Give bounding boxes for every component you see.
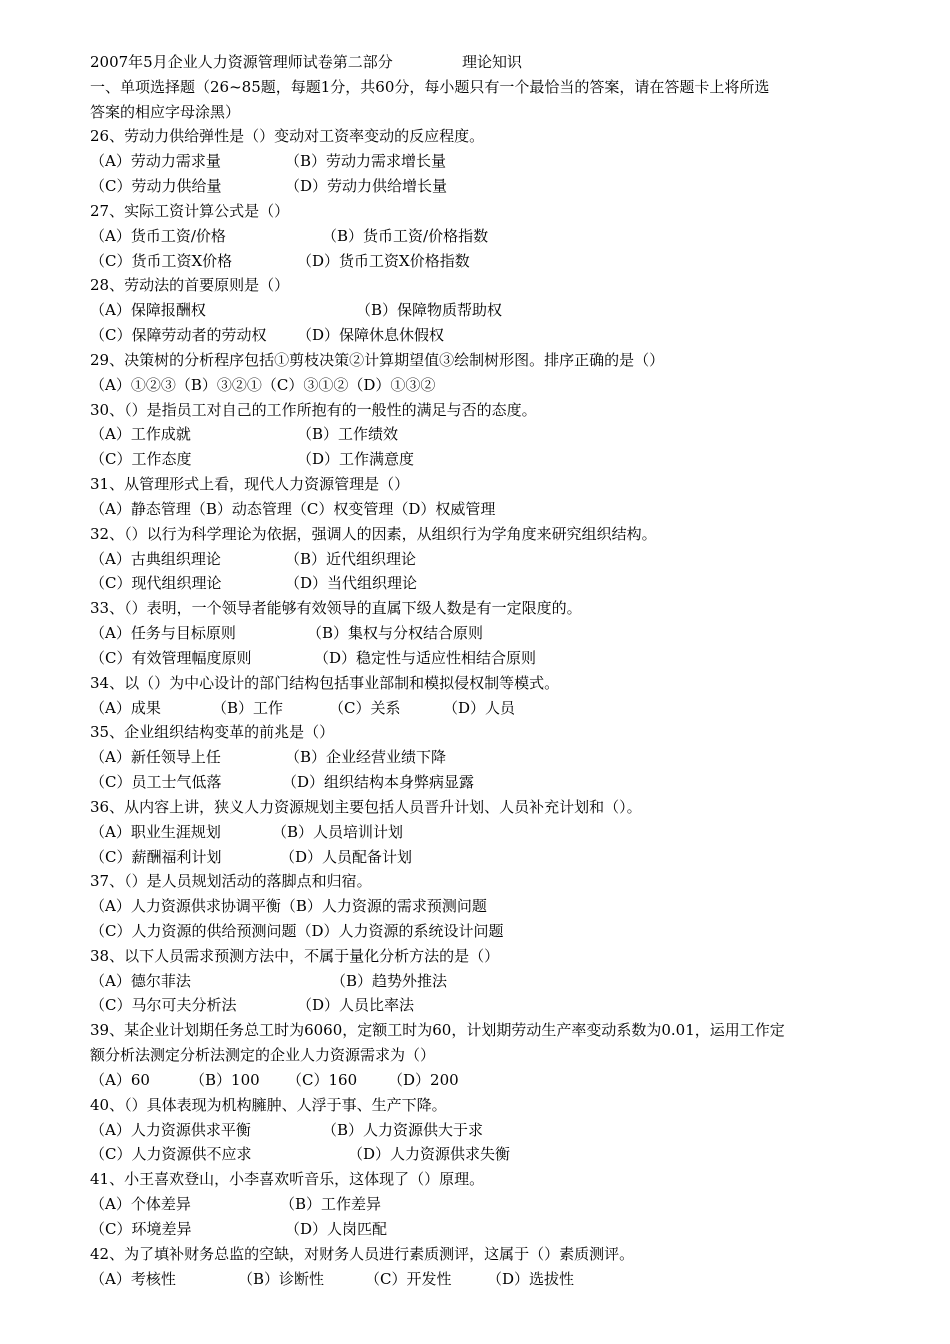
text-line — [90, 770, 870, 795]
text-segment: （B）诊断性 — [238, 1269, 325, 1288]
text-segment: （B）工作绩效 — [297, 425, 399, 444]
text-line — [90, 596, 870, 621]
text-segment: （B）近代组织理论 — [285, 549, 417, 568]
text-segment: （D）人员比率法 — [297, 996, 415, 1015]
text-line — [90, 646, 870, 671]
text-segment: （D）人员配备计划 — [280, 847, 413, 866]
text-segment: （D）人员 — [443, 698, 516, 717]
text-segment: （A）个体差异 — [90, 1195, 191, 1214]
text-segment: （B）集权与分权结合原则 — [307, 624, 484, 643]
text-segment: （D）货币工资X价格指数 — [297, 251, 470, 270]
text-line — [90, 671, 870, 696]
text-segment: （C）现代组织理论 — [90, 574, 222, 593]
text-line — [90, 1142, 870, 1167]
text-segment: （C）薪酬福利计划 — [90, 847, 222, 866]
text-segment: （B）工作 — [212, 698, 284, 717]
text-segment: 38、以下人员需求预测方法中，不属于量化分析方法的是（） — [90, 946, 500, 965]
text-line — [90, 919, 870, 944]
text-segment: （B）劳动力需求增长量 — [285, 152, 447, 171]
text-segment: （B）人力资源供大于求 — [322, 1120, 484, 1139]
text-segment: （B）企业经营业绩下降 — [285, 748, 447, 767]
text-line — [90, 323, 870, 348]
text-segment: 35、企业组织结构变革的前兆是（） — [90, 723, 335, 742]
text-line — [90, 497, 870, 522]
text-segment: （B）100 — [190, 1070, 260, 1089]
text-segment: （C）160 — [287, 1070, 358, 1089]
text-line — [90, 100, 870, 125]
text-segment: （C）关系 — [329, 698, 401, 717]
text-segment: （A）人力资源供求平衡 — [90, 1120, 251, 1139]
text-segment: 30、（）是指员工对自己的工作所抱有的一般性的满足与否的态度。 — [90, 400, 537, 419]
text-line — [90, 969, 870, 994]
text-segment: （D）劳动力供给增长量 — [285, 177, 448, 196]
text-segment: 33、（）表明，一个领导者能够有效领导的直属下级人数是有一定限度的。 — [90, 599, 582, 618]
text-segment: （B）保障物质帮助权 — [356, 301, 503, 320]
text-segment: （C）工作态度 — [90, 450, 192, 469]
text-line — [90, 522, 870, 547]
text-segment: （D）组织结构本身弊病显露 — [282, 773, 475, 792]
text-segment: （A）保障报酬权 — [90, 301, 206, 320]
text-line — [90, 547, 870, 572]
text-segment: 36、从内容上讲，狭义人力资源规划主要包括人员晋升计划、人员补充计划和（）。 — [90, 797, 642, 816]
text-line — [90, 869, 870, 894]
text-line — [90, 894, 870, 919]
text-segment: （B）人员培训计划 — [272, 822, 404, 841]
text-segment: 31、从管理形式上看，现代人力资源管理是（） — [90, 475, 410, 494]
text-line — [90, 621, 870, 646]
text-line — [90, 50, 870, 75]
text-segment: （D）保障休息休假权 — [297, 326, 445, 345]
text-line — [90, 745, 870, 770]
text-segment: （A）静态管理（B）动态管理（C）权变管理（D）权威管理 — [90, 499, 496, 518]
text-line — [90, 174, 870, 199]
text-segment: 37、（）是人员规划活动的落脚点和归宿。 — [90, 872, 372, 891]
text-segment: 额分析法测定分析法测定的企业人力资源需求为（） — [90, 1046, 436, 1065]
text-line — [90, 1118, 870, 1143]
text-segment: （C）环境差异 — [90, 1219, 192, 1238]
text-segment: （D）选拔性 — [487, 1269, 575, 1288]
text-line — [90, 1192, 870, 1217]
text-segment: 一、单项选择题（26~85题，每题1分，共60分，每小题只有一个最恰当的答案，请在答题卡上将所选 — [90, 77, 770, 96]
text-line — [90, 199, 870, 224]
text-segment: （C）开发性 — [365, 1269, 452, 1288]
text-line — [90, 124, 870, 149]
text-segment: （B）货币工资/价格指数 — [322, 226, 489, 245]
text-segment: （D）200 — [388, 1070, 459, 1089]
text-line — [90, 447, 870, 472]
text-segment: （A）工作成就 — [90, 425, 191, 444]
text-line — [90, 348, 870, 373]
text-line — [90, 820, 870, 845]
text-line — [90, 1242, 870, 1267]
text-line — [90, 944, 870, 969]
text-segment: （A）人力资源供求协调平衡（B）人力资源的需求预测问题 — [90, 897, 487, 916]
text-segment: （C）保障劳动者的劳动权 — [90, 326, 267, 345]
text-segment: （A）考核性 — [90, 1269, 176, 1288]
text-segment: （B）趋势外推法 — [331, 971, 448, 990]
text-segment: （C）马尔可夫分析法 — [90, 996, 237, 1015]
text-segment: （A）货币工资/价格 — [90, 226, 226, 245]
text-segment: （C）人力资源供不应求 — [90, 1145, 252, 1164]
text-segment: （A）60 — [90, 1070, 150, 1089]
text-line — [90, 273, 870, 298]
text-line — [90, 1093, 870, 1118]
text-line — [90, 1043, 870, 1068]
text-line — [90, 1018, 870, 1043]
text-line — [90, 571, 870, 596]
text-segment: （D）当代组织理论 — [285, 574, 418, 593]
text-segment: （A）任务与目标原则 — [90, 624, 236, 643]
text-segment: 理论知识 — [462, 53, 523, 71]
text-line — [90, 298, 870, 323]
text-line — [90, 472, 870, 497]
text-segment: （A）劳动力需求量 — [90, 152, 221, 171]
text-line — [90, 149, 870, 174]
text-segment: （B）工作差异 — [280, 1195, 382, 1214]
text-segment: （C）货币工资X价格 — [90, 251, 233, 270]
text-segment: （A）①②③（B）③②①（C）③①②（D）①③② — [90, 375, 436, 394]
text-segment: 39、某企业计划期任务总工时为6060，定额工时为60，计划期劳动生产率变动系数为0.01，运用工作定 — [90, 1021, 785, 1040]
text-segment: 40、（）具体表现为机构臃肿、人浮于事、生产下降。 — [90, 1095, 447, 1114]
document-body — [90, 50, 870, 1291]
text-segment: （C）劳动力供给量 — [90, 177, 222, 196]
text-segment: 32、（）以行为科学理论为依据，强调人的因素，从组织行为学角度来研究组织结构。 — [90, 524, 657, 543]
text-segment: 26、劳动力供给弹性是（）变动对工资率变动的反应程度。 — [90, 127, 485, 146]
text-line — [90, 224, 870, 249]
text-segment: （A）德尔菲法 — [90, 971, 191, 990]
text-segment: 42、为了填补财务总监的空缺，对财务人员进行素质测评，这属于（）素质测评。 — [90, 1244, 635, 1263]
text-segment: （D）人力资源供求失衡 — [348, 1145, 511, 1164]
text-segment: （A）成果 — [90, 698, 161, 717]
text-line — [90, 1217, 870, 1242]
text-segment: （C）员工士气低落 — [90, 773, 222, 792]
text-line — [90, 845, 870, 870]
text-segment: 34、以（）为中心设计的部门结构包括事业部制和模拟侵权制等模式。 — [90, 673, 560, 692]
text-segment: 29、决策树的分析程序包括①剪枝决策②计算期望值③绘制树形图。排序正确的是（） — [90, 350, 665, 369]
text-segment: 41、小王喜欢登山，小李喜欢听音乐，这体现了（）原理。 — [90, 1170, 485, 1189]
text-segment: （C）人力资源的供给预测问题（D）人力资源的系统设计问题 — [90, 921, 504, 940]
text-line — [90, 795, 870, 820]
text-segment: 28、劳动法的首要原则是（） — [90, 276, 290, 295]
text-line — [90, 1267, 870, 1292]
text-segment: （A）职业生涯规划 — [90, 822, 221, 841]
text-segment: （D）工作满意度 — [297, 450, 415, 469]
text-line — [90, 373, 870, 398]
text-line — [90, 75, 870, 100]
text-line — [90, 422, 870, 447]
text-segment: （A）新任领导上任 — [90, 748, 221, 767]
text-segment: 答案的相应字母涂黑） — [90, 102, 241, 121]
text-segment: 2007年5月企业人力资源管理师试卷第二部分 — [90, 53, 393, 71]
text-line — [90, 398, 870, 423]
text-segment: 27、实际工资计算公式是（） — [90, 201, 290, 220]
text-line — [90, 1068, 870, 1093]
text-line — [90, 720, 870, 745]
text-line — [90, 1167, 870, 1192]
text-line — [90, 696, 870, 721]
text-segment: （A）古典组织理论 — [90, 549, 221, 568]
text-segment: （C）有效管理幅度原则 — [90, 648, 252, 667]
text-line — [90, 993, 870, 1018]
text-segment: （D）人岗匹配 — [285, 1219, 388, 1238]
text-segment: （D）稳定性与适应性相结合原则 — [314, 648, 537, 667]
text-line — [90, 249, 870, 274]
